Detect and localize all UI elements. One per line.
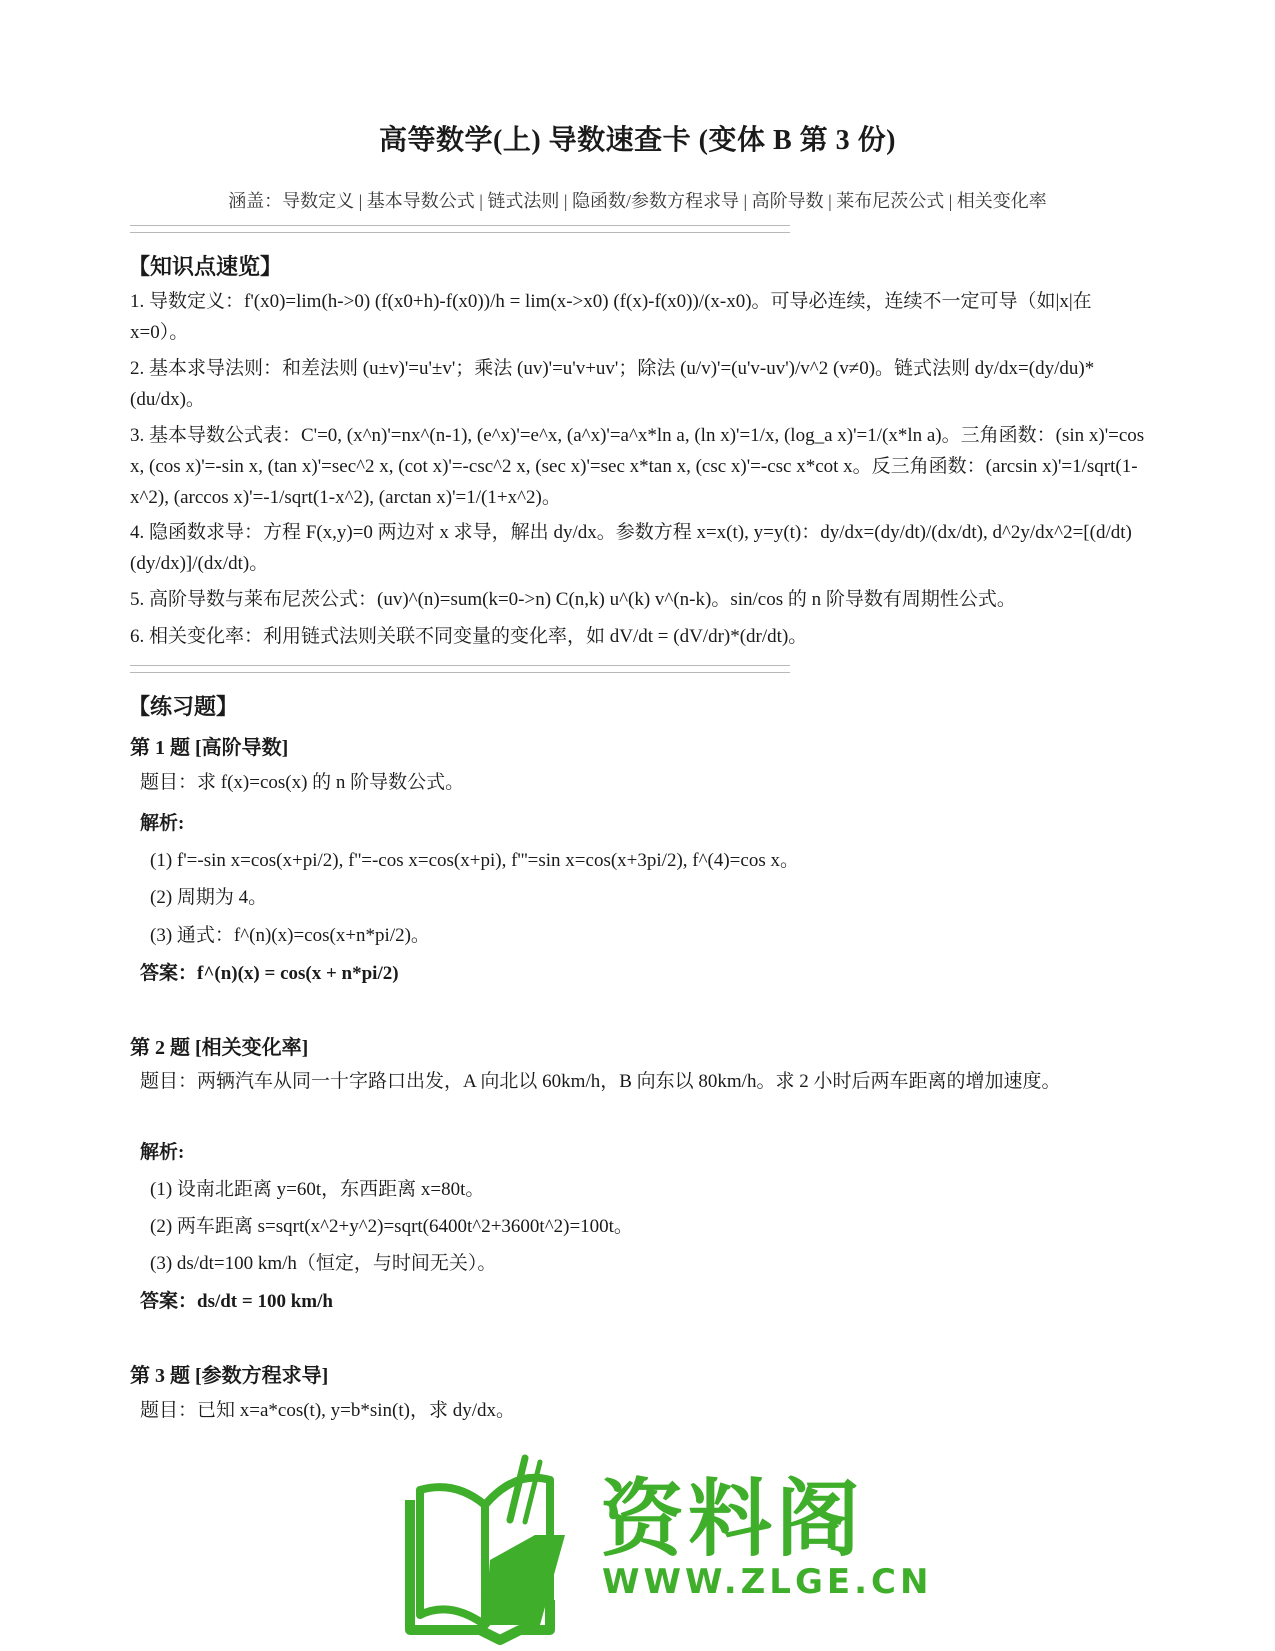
question-3-prompt: 题目：已知 x=a*cos(t), y=b*sin(t)，求 dy/dx。: [140, 1400, 516, 1421]
question-1-step-2: (2) 周期为 4。: [150, 887, 268, 908]
open-book-folder-icon: [400, 1450, 600, 1650]
knowledge-item-6: 6. 相关变化率：利用链式法则关联不同变量的变化率，如 dV/dt = (dV/dr)*(dr/dt)。: [130, 626, 808, 647]
knowledge-item-1: 1. 导数定义：f'(x0)=lim(h->0) (f(x0+h)-f(x0))/h = lim(x->x0) (f(x)-f(x0))/(x-x0)。可导必连续，连续不一定可导（如|x|在 x=0）。: [130, 291, 1092, 343]
watermark-url: WWW.ZLGE.CN: [602, 1562, 933, 1602]
divider: [130, 665, 790, 673]
question-2-step-2: (2) 两车距离 s=sqrt(x^2+y^2)=sqrt(6400t^2+3600t^2)=100t。: [150, 1216, 633, 1237]
knowledge-heading: 【知识点速览】: [128, 254, 283, 279]
watermark: [400, 1450, 933, 1650]
question-1-answer: 答案：f^(n)(x) = cos(x + n*pi/2): [140, 963, 399, 984]
question-2-prompt: 题目：两辆汽车从同一十字路口出发，A 向北以 60km/h，B 向东以 80km/h。求 2 小时后两车距离的增加速度。: [140, 1071, 1061, 1092]
question-1-title: 第 1 题 [高阶导数]: [130, 737, 289, 759]
page-subtitle: 涵盖：导数定义 | 基本导数公式 | 链式法则 | 隐函数/参数方程求导 | 高阶导数 | 莱布尼茨公式 | 相关变化率: [228, 191, 1047, 211]
knowledge-item-2: 2. 基本求导法则：和差法则 (u±v)'=u'±v'；乘法 (uv)'=u'v+uv'；除法 (u/v)'=(u'v-uv')/v^2 (v≠0)。链式法则 dy/dx=(dy/du)*(du/dx)。: [130, 358, 1095, 410]
exercises-heading: 【练习题】: [128, 694, 239, 719]
page-title: 高等数学(上) 导数速查卡 (变体 B 第 3 份): [379, 125, 896, 156]
knowledge-item-3: 3. 基本导数公式表：C'=0, (x^n)'=nx^(n-1), (e^x)'=e^x, (a^x)'=a^x*ln a, (ln x)'=1/x, (log_a x)'=1/(x*ln a)。三角函数：(sin x)'=cos x, (cos x)'=-sin x, (tan x)'=sec^2 x, (cot x)'=-csc^2 x, (sec x)'=sec x*tan x, (csc x)'=-csc x*cot x。反三角函数：(arcsin x)'=1/sqrt(1-x^2), (arccos x)'=-1/sqrt(1-x^2), (arctan x)'=1/(1+x^2)。: [130, 425, 1145, 508]
knowledge-item-4: 4. 隐函数求导：方程 F(x,y)=0 两边对 x 求导，解出 dy/dx。参数方程 x=x(t), y=y(t)：dy/dx=(dy/dt)/(dx/dt), d^2y/dx^2=[(d/dt)(dy/dx)]/(dx/dt)。: [130, 522, 1132, 574]
divider: [130, 225, 790, 233]
watermark-name: 资料阁: [600, 1470, 865, 1568]
question-2-analysis-label: 解析:: [140, 1142, 185, 1163]
question-2-step-1: (1) 设南北距离 y=60t，东西距离 x=80t。: [150, 1179, 485, 1200]
question-2-title: 第 2 题 [相关变化率]: [130, 1037, 309, 1059]
question-1-step-3: (3) 通式：f^(n)(x)=cos(x+n*pi/2)。: [150, 925, 430, 946]
question-1-prompt: 题目：求 f(x)=cos(x) 的 n 阶导数公式。: [140, 772, 465, 793]
question-3-title: 第 3 题 [参数方程求导]: [130, 1365, 329, 1387]
question-2-step-3: (3) ds/dt=100 km/h（恒定，与时间无关）。: [150, 1253, 497, 1274]
question-1-analysis-label: 解析:: [140, 813, 185, 834]
question-2-answer: 答案：ds/dt = 100 km/h: [140, 1291, 333, 1312]
question-1-step-1: (1) f'=-sin x=cos(x+pi/2), f''=-cos x=cos(x+pi), f'''=sin x=cos(x+3pi/2), f^(4)=cos x。: [150, 850, 799, 871]
knowledge-item-5: 5. 高阶导数与莱布尼茨公式：(uv)^(n)=sum(k=0->n) C(n,k) u^(k) v^(n-k)。sin/cos 的 n 阶导数有周期性公式。: [130, 589, 1016, 610]
